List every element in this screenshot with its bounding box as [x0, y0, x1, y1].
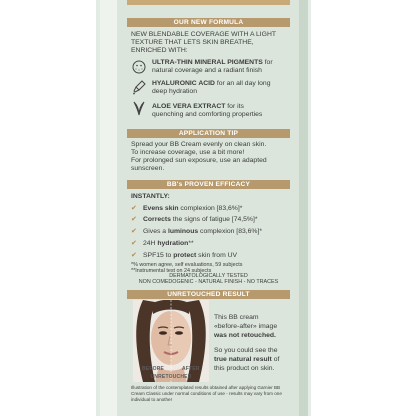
efficacy-item-2: Corrects the signs of fatigue [74,5%]* — [143, 216, 258, 223]
unretouched-text-5: true natural result of — [214, 356, 280, 363]
photo-caption: UNRETOUCHED — [150, 374, 192, 380]
ingredient-aloe: ALOE VERA EXTRACT for its — [152, 103, 244, 110]
check-icon: ✔ — [131, 252, 137, 259]
unretouched-header: UNRETOUCHED RESULT — [127, 290, 290, 299]
footnote-2: **Instrumental test on 24 subjects — [131, 268, 212, 274]
box-right-edge — [299, 0, 308, 416]
formula-intro-1: NEW BLENDABLE COVERAGE WITH A LIGHT — [131, 31, 277, 38]
top-gold-strip — [127, 0, 290, 5]
tip-line-3: For prolonged sun exposure, use an adapted — [131, 157, 267, 164]
disclaimer-3: individual to another — [131, 397, 173, 402]
after-label: AFTER — [182, 366, 200, 372]
ingredient-mineral-desc: natural coverage and a radiant finish — [152, 67, 262, 74]
efficacy-header: BB's PROVEN EFFICACY — [127, 180, 290, 189]
unretouched-text-2: «before-after» image — [214, 323, 278, 330]
check-icon: ✔ — [131, 228, 137, 235]
claim-derm-tested: DERMATOLOGICALLY TESTED — [169, 273, 248, 279]
ingredient-aloe-desc: quenching and comforting properties — [152, 111, 263, 118]
tip-line-4: sunscreen. — [131, 165, 165, 172]
box-right-fold — [308, 0, 311, 416]
claim-non-comedogenic: NON COMEDOGENIC - NATURAL FINISH - NO TRACES — [138, 279, 279, 285]
efficacy-item-3: Gives a luminous complexion [83,6%]* — [143, 228, 263, 235]
before-label: BEFORE — [142, 366, 165, 372]
formula-intro-3: ENRICHED WITH: — [131, 47, 188, 54]
ingredient-mineral: ULTRA-THIN MINERAL PIGMENTS for — [152, 59, 273, 66]
box-left-edge — [100, 0, 117, 416]
ingredient-hyaluronic: HYALURONIC ACID for an all day long — [152, 80, 271, 87]
check-icon: ✔ — [131, 216, 137, 223]
efficacy-subtitle: INSTANTLY: — [131, 193, 170, 200]
efficacy-item-4: 24H hydration** — [143, 240, 194, 247]
formula-header: OUR NEW FORMULA — [127, 18, 290, 27]
tip-header: APPLICATION TIP — [127, 129, 290, 138]
footnote-1: *% women agree, self evaluations, 59 subjects — [131, 262, 243, 268]
check-icon: ✔ — [131, 240, 137, 247]
unretouched-text-6: this product on skin. — [214, 365, 275, 372]
formula-intro-2: TEXTURE THAT LETS SKIN BREATHE, — [131, 39, 254, 46]
disclaimer-2: Cream Classic under normal conditions of use - results may vary from one — [131, 391, 282, 396]
check-icon: ✔ — [131, 205, 137, 212]
unretouched-text-3: was not retouched. — [214, 332, 276, 339]
unretouched-text-1: This BB cream — [214, 314, 259, 321]
dropper-icon — [131, 79, 147, 95]
mineral-face-icon — [131, 59, 147, 75]
ingredient-hyaluronic-desc: deep hydration — [152, 88, 197, 95]
efficacy-item-1: Evens skin complexion [83,6%]* — [143, 205, 243, 212]
unretouched-text-4: So you could see the — [214, 347, 278, 354]
aloe-leaf-icon — [131, 100, 147, 116]
efficacy-item-5: SPF15 to protect skin from UV — [143, 252, 238, 259]
tip-line-1: Spread your BB Cream evenly on clean skin. — [131, 141, 267, 148]
tip-line-2: To increase coverage, use a bit more! — [131, 149, 245, 156]
disclaimer-1: Illustration of the contemplated results obtained after applying Garnier BB — [131, 385, 281, 390]
before-after-photo — [133, 300, 209, 382]
